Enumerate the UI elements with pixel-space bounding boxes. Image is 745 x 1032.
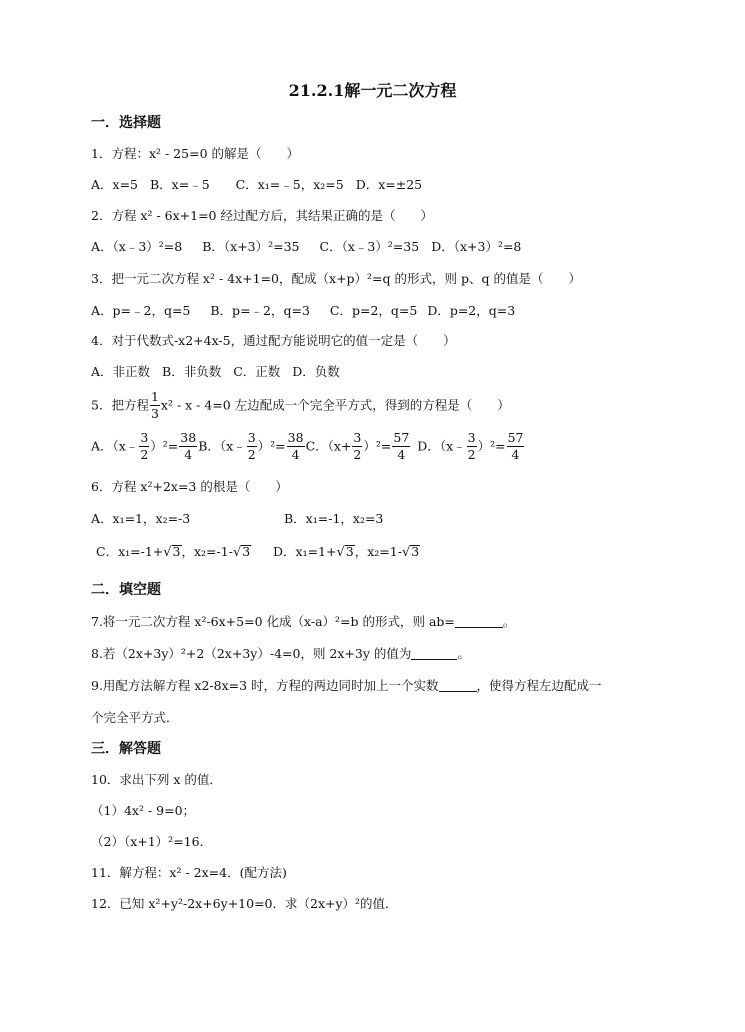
answer-blank[interactable]	[439, 680, 477, 692]
question-6-stem: 6．方程 x²+2x=3 的根是（ ）	[91, 479, 288, 494]
question-2-stem: 2．方程 x² ‑ 6x+1=0 经过配方后，其结果正确的是（ ）	[91, 208, 433, 223]
fraction-numerator: 38	[287, 430, 304, 445]
sqrt-sign-icon: √	[232, 545, 242, 560]
fraction-numerator: 3	[353, 430, 362, 445]
answer-blank[interactable]	[411, 648, 457, 660]
paren-close-square: ）²=	[150, 438, 179, 454]
option-letter: B．	[198, 438, 220, 454]
q6-c-mid: ，x₂=-1-	[181, 544, 233, 559]
question-3-options	[91, 305, 515, 318]
fraction-38-over-4	[179, 432, 197, 461]
radicand: 3	[345, 544, 354, 559]
fraction-three-halves	[352, 432, 362, 461]
fraction-numerator: 3	[247, 430, 256, 445]
q7-text: 7.将一元二次方程 x²-6x+5=0 化成（x-a）²=b 的形式，则 ab=	[91, 614, 455, 629]
question-1-options	[91, 179, 422, 192]
paren-open: （x+	[327, 438, 352, 454]
section-heading-answer: 三．解答题	[91, 741, 161, 757]
fraction-numerator: 3	[467, 430, 476, 445]
q8-end: 。	[457, 646, 470, 661]
fraction-denominator: 2	[353, 446, 362, 462]
paren-open: （x﹣	[219, 438, 246, 454]
q6-option-c[interactable]	[96, 545, 251, 559]
q9-text: 9.用配方法解方程 x2-8x=3 时，方程的两边同时加上一个实数	[91, 678, 439, 693]
q2-option-b[interactable]: B．（x+3）²=35	[202, 239, 300, 254]
page-title: 21.2.1解一元二次方程	[288, 81, 457, 100]
q2-option-c[interactable]: C．（x﹣3）²=35	[319, 239, 420, 254]
radicand: 3	[172, 544, 181, 559]
fraction-38-over-4	[287, 432, 305, 461]
q3-option-b[interactable]: B．p=﹣2，q=3	[210, 303, 310, 318]
fraction-three-halves	[467, 432, 477, 461]
sqrt-sign-icon: √	[163, 545, 172, 560]
q6-option-a[interactable]: A．x₁=1，x₂=-3	[91, 511, 191, 526]
fraction-57-over-4	[507, 432, 525, 461]
question-8	[91, 648, 470, 661]
q2-option-a[interactable]: A．（x﹣3）²=8	[91, 239, 183, 254]
fraction-numerator: 3	[140, 430, 149, 445]
q5-option-d[interactable]	[417, 432, 525, 461]
q5-option-c[interactable]	[306, 432, 412, 461]
q8-text: 8.若（2x+3y）²+2（2x+3y）-4=0，则 2x+3y 的值为	[91, 646, 412, 661]
fraction-numerator: 38	[180, 430, 197, 445]
q7-end: 。	[502, 614, 516, 629]
radicand: 3	[411, 544, 420, 559]
q1-option-c[interactable]: C．x₁=﹣5，x₂=5	[235, 177, 344, 192]
fraction-denominator: 4	[291, 446, 300, 462]
question-4-options	[91, 366, 340, 379]
q3-option-c[interactable]: C．p=2，q=5	[329, 303, 418, 318]
question-9	[91, 680, 602, 693]
sqrt-sign-icon: √	[401, 545, 411, 560]
q1-option-d[interactable]: D．x=±25	[355, 177, 423, 192]
radicand: 3	[242, 544, 251, 559]
paren-close-square: ）²=	[363, 438, 392, 454]
question-5-options	[91, 432, 525, 461]
fraction-numerator: 57	[393, 430, 410, 445]
q9-text-cont: ，使得方程左边配成一	[476, 678, 602, 693]
q4-option-b[interactable]: B．非负数	[162, 364, 222, 379]
q3-option-a[interactable]: A．p=﹣2，q=5	[91, 303, 191, 318]
fraction-numerator: 1	[150, 389, 159, 404]
fraction-three-halves	[247, 432, 257, 461]
question-11-stem: 11．解方程：x² ‑ 2x=4．(配方法)	[91, 865, 287, 880]
q4-option-a[interactable]: A．非正数	[91, 364, 151, 379]
sqrt-sign-icon: √	[336, 545, 345, 560]
fraction-denominator: 4	[397, 446, 406, 462]
question-10-part-1: （1）4x² ‑ 9=0；	[91, 803, 196, 818]
option-letter: D．	[417, 438, 440, 454]
fraction-numerator: 57	[507, 430, 524, 445]
question-12-stem: 12．已知 x²+y²-2x+6y+10=0．求（2x+y）²的值．	[91, 896, 398, 911]
q1-option-b[interactable]: B．x=﹣5	[150, 177, 210, 192]
q6-d-prefix: D．x₁=1+	[273, 544, 337, 559]
question-9-line2: 个完全平方式．	[91, 710, 179, 725]
fraction-three-halves	[139, 432, 149, 461]
question-1-stem: 1．方程：x² ‑ 25=0 的解是（ ）	[91, 146, 299, 161]
option-letter: C．	[305, 438, 328, 454]
q5-stem-prefix: 5．把方程	[91, 397, 149, 413]
q6-c-prefix: C．x₁=-1+	[96, 544, 164, 559]
question-10-part-2: （2）（x+1）²=16．	[91, 834, 213, 849]
option-letter: A．	[91, 438, 113, 454]
paren-close-square: ）²=	[477, 438, 506, 454]
fraction-denominator: 2	[247, 446, 256, 462]
q1-option-a[interactable]: A．x=5	[91, 177, 139, 192]
question-2-options	[91, 241, 521, 254]
fraction-denominator: 2	[140, 446, 149, 462]
fraction-one-third	[150, 391, 160, 420]
section-heading-fill: 二．填空题	[91, 582, 161, 598]
question-4-stem: 4．对于代数式-x2+4x-5，通过配方能说明它的值一定是（ ）	[91, 333, 456, 348]
answer-blank[interactable]	[455, 616, 503, 628]
q4-option-c[interactable]: C．正数	[233, 364, 281, 379]
paren-open: （x﹣	[439, 438, 466, 454]
q6-option-b[interactable]: B．x₁=-1，x₂=3	[284, 511, 384, 526]
q3-option-d[interactable]: D．p=2，q=3	[427, 303, 516, 318]
q2-option-d[interactable]: D．（x+3）²=8	[431, 239, 522, 254]
section-heading-choice: 一．选择题	[91, 115, 161, 131]
q5-option-a[interactable]	[91, 432, 198, 461]
question-7	[91, 616, 515, 629]
q4-option-d[interactable]: D．负数	[292, 364, 340, 379]
fraction-denominator: 3	[150, 405, 159, 421]
q5-stem-suffix: x² ‑ x ‑ 4=0 左边配成一个完全平方式，得到的方程是（ ）	[160, 397, 510, 413]
paren-close-square: ）²=	[257, 438, 286, 454]
fraction-denominator: 4	[184, 446, 193, 462]
fraction-denominator: 4	[511, 446, 520, 462]
q6-d-mid: ，x₂=1-	[354, 544, 402, 559]
fraction-denominator: 2	[467, 446, 476, 462]
q6-option-d[interactable]	[273, 545, 420, 559]
question-3-stem: 3．把一元二次方程 x² ‑ 4x+1=0，配成（x+p）²=q 的形式，则 p、q 的值是（ ）	[91, 271, 581, 286]
fraction-57-over-4	[392, 432, 410, 461]
question-5-stem	[91, 391, 510, 420]
q5-option-b[interactable]	[198, 432, 305, 461]
question-10-stem: 10．求出下列 x 的值．	[91, 772, 222, 787]
paren-open: （x﹣	[112, 438, 139, 454]
